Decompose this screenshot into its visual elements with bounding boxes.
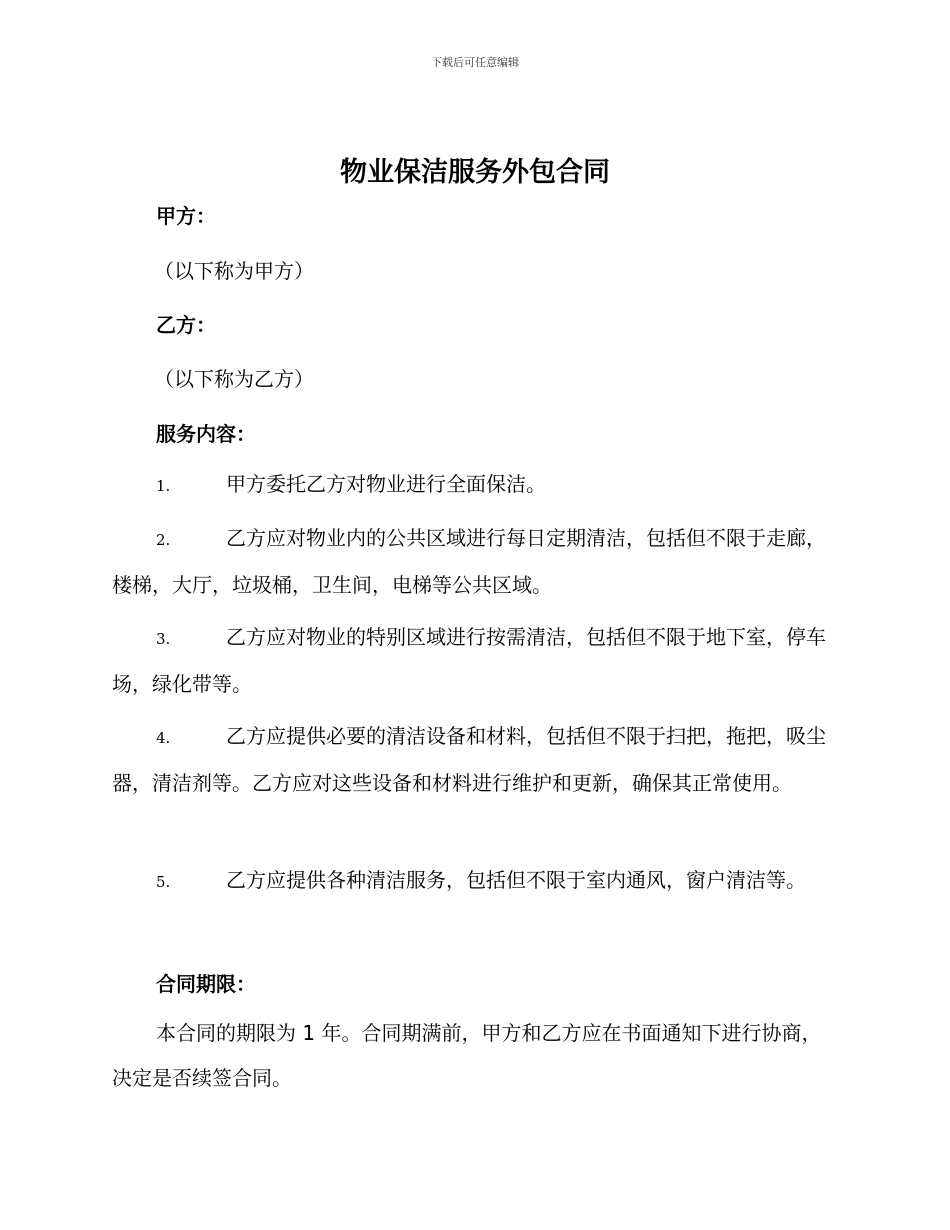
service-item-text: 乙方应对物业的特别区域进行按需清洁，包括但不限于地下室，停车场，绿化带等。 <box>112 625 826 696</box>
service-item-text: 乙方应对物业内的公共区域进行每日定期清洁，包括但不限于走廊，楼梯，大厅，垃圾桶，卫生间，电梯等公共区域。 <box>112 526 826 597</box>
service-item <box>112 615 840 707</box>
party-a-label: 甲方： <box>156 204 216 228</box>
term-paragraph: 本合同的期限为 1 年。合同期满前，甲方和乙方应在书面通知下进行协商，决定是否续签合同。 <box>112 1021 822 1090</box>
page-header-note: 下载后可任意编辑 <box>431 56 519 69</box>
service-item-text: 乙方应提供必要的清洁设备和材料，包括但不限于扫把，拖把，吸尘器，清洁剂等。乙方应对这些设备和材料进行维护和更新，确保其正常使用。 <box>112 724 826 795</box>
party-b-note: （以下称为乙方） <box>154 367 314 391</box>
service-item-number: 1. <box>156 477 171 495</box>
service-item-number: 2. <box>156 531 171 549</box>
service-item-number: 4. <box>156 729 171 747</box>
service-item-number: 3. <box>156 630 171 648</box>
service-item <box>112 462 840 509</box>
service-item-text: 乙方应提供各种清洁服务，包括但不限于室内通风，窗户清洁等。 <box>226 868 806 892</box>
service-item-text: 甲方委托乙方对物业进行全面保洁。 <box>226 472 546 496</box>
party-a-note: （以下称为甲方） <box>154 259 314 283</box>
service-heading: 服务内容： <box>156 422 256 446</box>
term-heading: 合同期限： <box>156 972 256 996</box>
service-item <box>112 714 840 806</box>
service-item <box>112 858 840 905</box>
party-b-label: 乙方： <box>156 313 216 337</box>
service-item <box>112 516 840 608</box>
document-title: 物业保洁服务外包合同 <box>340 157 610 188</box>
service-item-number: 5. <box>156 873 171 891</box>
